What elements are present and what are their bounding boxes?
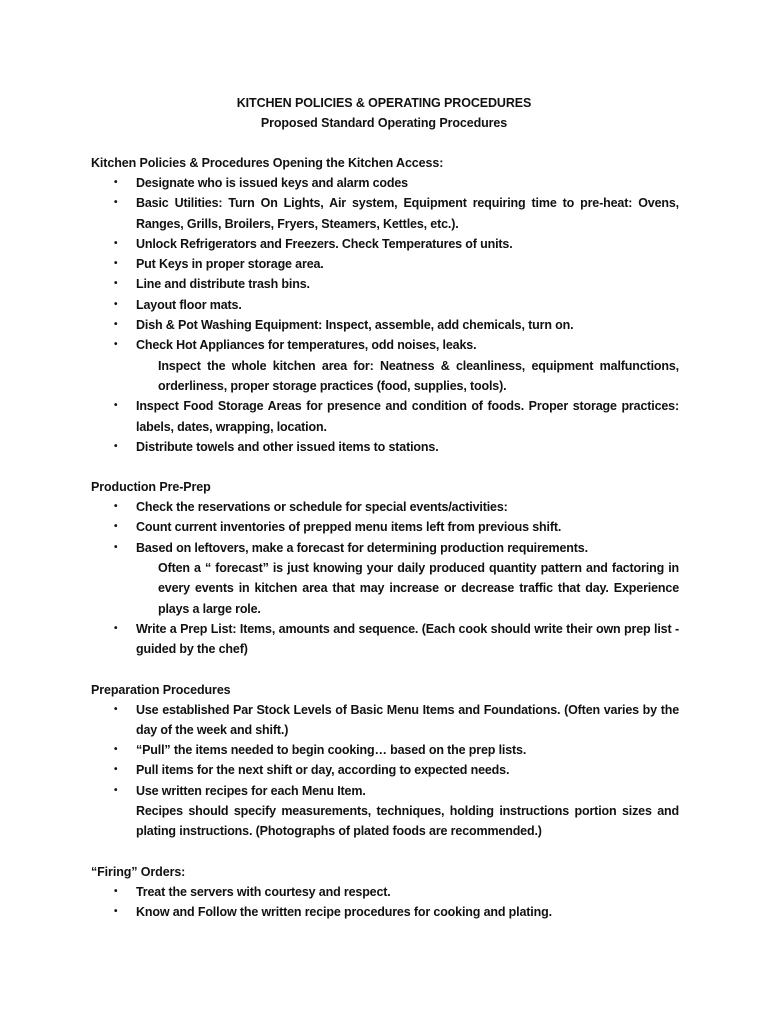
section-firing-orders — [91, 862, 691, 923]
bullet-list — [91, 396, 691, 457]
list-item-text: Use established Par Stock Levels of Basic Menu Items and Foundations. (Often varies by the day of the week and shift.) — [136, 702, 679, 737]
bullet-icon: • — [114, 703, 118, 715]
list-item — [91, 538, 679, 558]
list-item-text: Inspect Food Storage Areas for presence and condition of foods. Proper storage practices: labels, dates, wrapping, location. — [136, 399, 679, 434]
list-item — [91, 396, 679, 437]
bullet-icon: • — [114, 339, 118, 351]
item-note: Inspect the whole kitchen area for: Neatness & cleanliness, equipment malfunctions, orderliness, proper storage practices (food, supplies, tools). — [158, 358, 679, 393]
list-item-text: Put Keys in proper storage area. — [136, 257, 324, 272]
section-preparation-procedures — [91, 680, 691, 842]
list-item-text: Check the reservations or schedule for special events/activities: — [136, 500, 508, 515]
list-item-text: Based on leftovers, make a forecast for determining production requirements. — [136, 540, 588, 555]
bullet-list — [91, 619, 691, 660]
list-item-text: Write a Prep List: Items, amounts and sequence. (Each cook should write their own prep list - guided by the chef) — [136, 621, 679, 657]
document-body — [91, 153, 691, 922]
list-item-text: Dish & Pot Washing Equipment: Inspect, assemble, add chemicals, turn on. — [136, 318, 574, 333]
title-block — [0, 93, 768, 133]
item-note: Recipes should specify measurements, techniques, holding instructions portion sizes and plating instructions. (Photographs of plated foods are recommended.) — [136, 804, 679, 839]
document-subtitle: Proposed Standard Operating Procedures — [260, 116, 508, 130]
list-item — [91, 882, 679, 902]
bullet-icon: • — [114, 501, 118, 513]
list-item — [91, 315, 679, 335]
list-item-text: Count current inventories of prepped menu items left from previous shift. — [136, 520, 562, 535]
list-item-text: “Pull” the items needed to begin cooking… based on the prep lists. — [136, 743, 527, 758]
bullet-icon: • — [114, 400, 118, 412]
list-item — [91, 619, 679, 660]
list-item — [91, 274, 679, 294]
list-item-text: Line and distribute trash bins. — [136, 277, 310, 292]
bullet-icon: • — [114, 440, 118, 452]
bullet-icon: • — [114, 521, 118, 533]
bullet-icon: • — [114, 905, 118, 917]
list-item — [91, 760, 679, 780]
bullet-icon: • — [114, 885, 118, 897]
section-heading: Production Pre-Prep — [91, 480, 211, 495]
bullet-list — [91, 882, 691, 923]
bullet-icon: • — [114, 258, 118, 270]
list-item — [91, 173, 679, 193]
list-item — [91, 295, 679, 315]
bullet-icon: • — [114, 319, 118, 331]
list-item — [91, 700, 679, 741]
bullet-icon: • — [114, 764, 118, 776]
bullet-icon: • — [114, 744, 118, 756]
bullet-icon: • — [114, 541, 118, 553]
list-item-text: Designate who is issued keys and alarm codes — [136, 176, 408, 190]
bullet-icon: • — [114, 237, 118, 249]
list-item-text: Use written recipes for each Menu Item. — [136, 783, 366, 798]
bullet-icon: • — [114, 177, 118, 188]
bullet-icon: • — [114, 784, 118, 796]
list-item — [91, 902, 679, 922]
list-item — [91, 781, 679, 801]
list-item — [91, 517, 679, 537]
section-spacer — [91, 842, 691, 862]
list-item-text: Distribute towels and other issued items to stations. — [136, 439, 439, 454]
bullet-icon: • — [114, 298, 118, 310]
bullet-icon: • — [114, 278, 118, 290]
list-item — [91, 335, 679, 355]
list-item — [91, 193, 679, 234]
item-note: Often a “ forecast” is just knowing your daily produced quantity pattern and factoring in every events in kitchen area that may increase or decrease traffic that day. Experience plays a large role. — [158, 561, 679, 616]
list-item — [91, 254, 679, 274]
list-item — [91, 740, 679, 760]
section-heading: “Firing” Orders: — [91, 864, 186, 879]
list-item-text: Treat the servers with courtesy and respect. — [136, 884, 391, 899]
list-item — [91, 497, 679, 517]
list-item — [91, 437, 679, 457]
bullet-list — [91, 173, 691, 356]
section-heading: Preparation Procedures — [91, 682, 231, 697]
list-item-text: Know and Follow the written recipe procedures for cooking and plating. — [136, 904, 552, 919]
section-spacer — [91, 660, 691, 680]
list-item-text: Layout floor mats. — [136, 297, 242, 312]
bullet-list — [91, 497, 691, 558]
list-item — [91, 234, 679, 254]
list-item-text: Basic Utilities: Turn On Lights, Air system, Equipment requiring time to pre-heat: Ovens, Ranges, Grills, Broilers, Fryers, Steamers, Kettles, etc.). — [136, 196, 679, 231]
bullet-icon: • — [114, 197, 118, 209]
bullet-list — [91, 700, 691, 801]
document-title: KITCHEN POLICIES & OPERATING PROCEDURES — [236, 96, 532, 110]
list-item-text: Unlock Refrigerators and Freezers. Check Temperatures of units. — [136, 236, 513, 251]
section-heading: Kitchen Policies & Procedures Opening the Kitchen Access: — [91, 156, 444, 170]
list-item-text: Check Hot Appliances for temperatures, odd noises, leaks. — [136, 338, 477, 353]
section-spacer — [91, 457, 691, 477]
bullet-icon: • — [114, 622, 118, 634]
list-item-text: Pull items for the next shift or day, according to expected needs. — [136, 763, 510, 778]
section-production-pre-prep — [91, 477, 691, 659]
section-opening-kitchen — [91, 153, 691, 457]
